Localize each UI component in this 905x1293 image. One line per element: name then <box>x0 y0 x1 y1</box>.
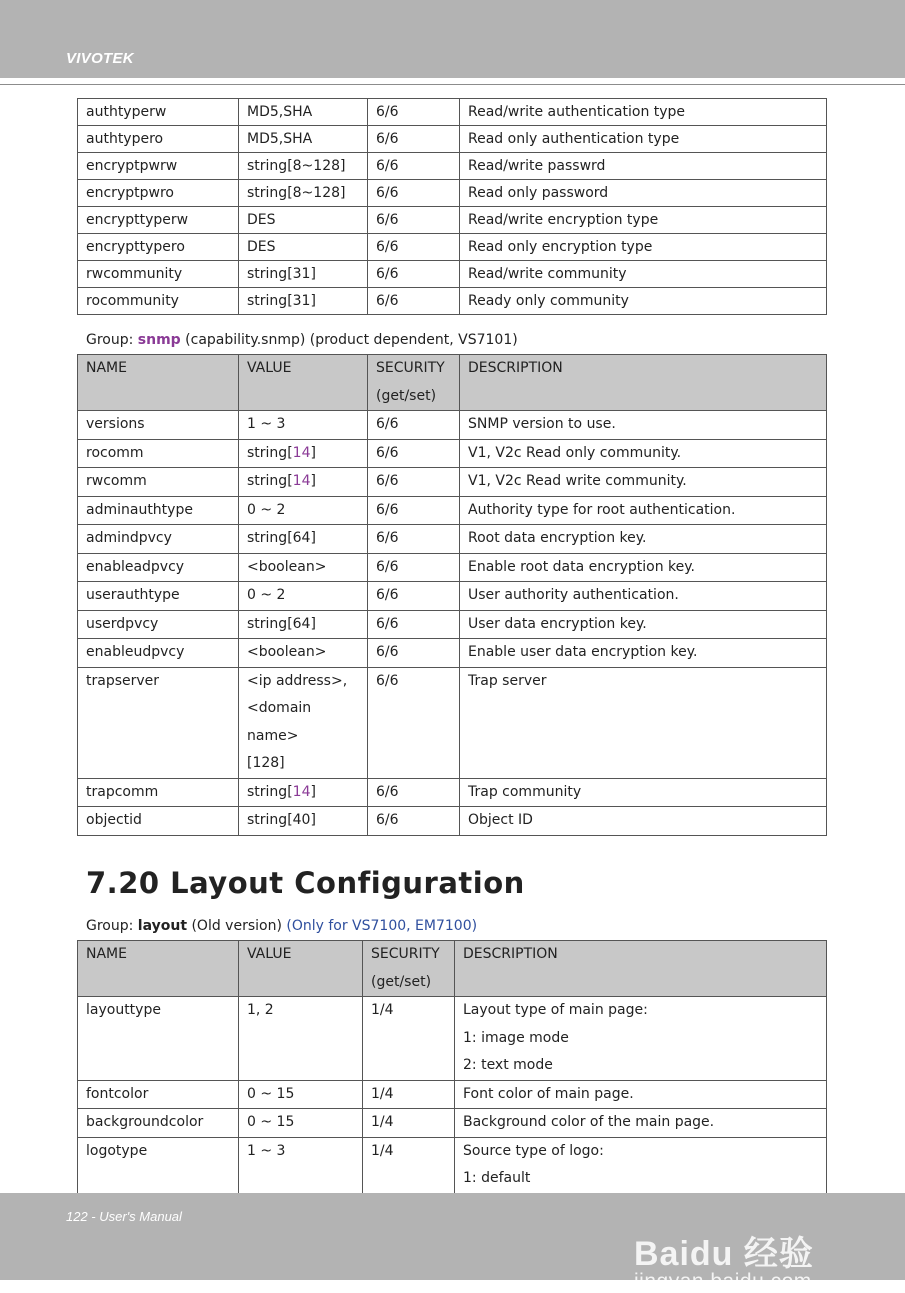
page-footer <box>0 1193 905 1293</box>
cell-security: 6/6 <box>368 439 460 468</box>
cell-description: Root data encryption key. <box>460 525 827 554</box>
cell-value: string[64] <box>239 525 368 554</box>
cell-description: User data encryption key. <box>460 610 827 639</box>
table-row <box>78 1080 827 1109</box>
cell-security: 6/6 <box>368 667 460 778</box>
header-security: SECURITY (get/set) <box>368 355 460 411</box>
cell-name: userauthtype <box>78 582 239 611</box>
cell-value: DES <box>239 234 368 261</box>
cell-name: backgroundcolor <box>78 1109 239 1138</box>
table-row <box>78 234 827 261</box>
cell-security: 1/4 <box>363 1109 455 1138</box>
table-row <box>78 667 827 778</box>
cell-description: Read only encryption type <box>460 234 827 261</box>
cell-name: admindpvcy <box>78 525 239 554</box>
cell-security: 6/6 <box>368 553 460 582</box>
cell-value: 1, 2 <box>239 997 363 1081</box>
cell-description: Enable user data encryption key. <box>460 639 827 668</box>
cell-security: 6/6 <box>368 807 460 836</box>
header-description: DESCRIPTION <box>460 355 827 411</box>
cell-value: <boolean> <box>239 639 368 668</box>
cell-security: 6/6 <box>368 582 460 611</box>
cell-name: encryptpwrw <box>78 153 239 180</box>
cell-security: 6/6 <box>368 468 460 497</box>
cell-security: 6/6 <box>368 411 460 440</box>
snmp-group-name: snmp <box>137 332 181 348</box>
baidu-watermark: Baidu 经验 jingyan.baidu.com <box>634 1235 814 1293</box>
layout-table <box>77 940 827 1194</box>
cell-description: Read only authentication type <box>460 126 827 153</box>
header-value: VALUE <box>239 941 363 997</box>
table-row <box>78 1137 827 1193</box>
cell-description: Read only password <box>460 180 827 207</box>
table-row <box>78 807 827 836</box>
cell-description: V1, V2c Read write community. <box>460 468 827 497</box>
cell-description: Enable root data encryption key. <box>460 553 827 582</box>
cell-value: 0 ~ 15 <box>239 1109 363 1138</box>
cell-security: 1/4 <box>363 1080 455 1109</box>
cell-description: SNMP version to use. <box>460 411 827 440</box>
table-row <box>78 525 827 554</box>
cell-security: 6/6 <box>368 99 460 126</box>
cell-name: encrypttypero <box>78 234 239 261</box>
brand-logo: VIVOTEK <box>66 50 134 67</box>
cell-name: enableadpvcy <box>78 553 239 582</box>
cell-name: logotype <box>78 1137 239 1193</box>
table-row <box>78 153 827 180</box>
cell-description: Source type of logo: 1: default <box>455 1137 827 1193</box>
cell-value: 0 ~ 2 <box>239 582 368 611</box>
header-security: SECURITY (get/set) <box>363 941 455 997</box>
cell-security: 6/6 <box>368 525 460 554</box>
cell-description: Authority type for root authentication. <box>460 496 827 525</box>
cell-name: authtypero <box>78 126 239 153</box>
cell-name: rocomm <box>78 439 239 468</box>
cell-description: Read/write encryption type <box>460 207 827 234</box>
cell-name: rwcommunity <box>78 261 239 288</box>
cell-name: userdpvcy <box>78 610 239 639</box>
table-row <box>78 496 827 525</box>
cell-security: 6/6 <box>368 234 460 261</box>
table-header-row <box>78 941 827 997</box>
table-header-row <box>78 355 827 411</box>
cell-security: 1/4 <box>363 997 455 1081</box>
table-row <box>78 639 827 668</box>
cell-security: 6/6 <box>368 207 460 234</box>
cell-value: string[14] <box>239 468 368 497</box>
snmp-table <box>77 354 827 836</box>
cell-value: 1 ~ 3 <box>239 411 368 440</box>
cell-value: string[31] <box>239 261 368 288</box>
cell-name: trapcomm <box>78 778 239 807</box>
cell-value: 0 ~ 15 <box>239 1080 363 1109</box>
cell-description: Read/write community <box>460 261 827 288</box>
cell-security: 6/6 <box>368 180 460 207</box>
cell-description: Font color of main page. <box>455 1080 827 1109</box>
layout-group-caption: Group: layout (Old version) (Only for VS7100, EM7100) <box>86 918 478 934</box>
header-rule <box>0 84 905 85</box>
table-row <box>78 582 827 611</box>
cell-description: Ready only community <box>460 288 827 315</box>
cell-value: DES <box>239 207 368 234</box>
cell-name: rwcomm <box>78 468 239 497</box>
table-row <box>78 411 827 440</box>
cell-value: MD5,SHA <box>239 126 368 153</box>
header-name: NAME <box>78 941 239 997</box>
section-title: 7.20 Layout Configuration <box>86 866 525 900</box>
snmp-group-caption: Group: snmp (capability.snmp) (product dependent, VS7101) <box>86 332 518 348</box>
cell-security: 1/4 <box>363 1137 455 1193</box>
cell-value: <ip address>, <domain name> [128] <box>239 667 368 778</box>
cell-name: fontcolor <box>78 1080 239 1109</box>
cell-name: layouttype <box>78 997 239 1081</box>
page-header <box>0 0 905 78</box>
cell-description: Trap server <box>460 667 827 778</box>
table-row <box>78 1109 827 1138</box>
cell-value: string[40] <box>239 807 368 836</box>
cell-name: authtyperw <box>78 99 239 126</box>
header-name: NAME <box>78 355 239 411</box>
cell-value: 0 ~ 2 <box>239 496 368 525</box>
cell-value: string[8~128] <box>239 153 368 180</box>
cell-security: 6/6 <box>368 126 460 153</box>
table-row <box>78 468 827 497</box>
cell-description: Layout type of main page: 1: image mode 2: text mode <box>455 997 827 1081</box>
cell-value: <boolean> <box>239 553 368 582</box>
cell-security: 6/6 <box>368 610 460 639</box>
cell-security: 6/6 <box>368 496 460 525</box>
cell-description: Object ID <box>460 807 827 836</box>
table-row <box>78 610 827 639</box>
cell-value: string[8~128] <box>239 180 368 207</box>
cell-name: adminauthtype <box>78 496 239 525</box>
cell-value: string[64] <box>239 610 368 639</box>
cell-name: objectid <box>78 807 239 836</box>
cell-name: encryptpwro <box>78 180 239 207</box>
cell-description: V1, V2c Read only community. <box>460 439 827 468</box>
table-row <box>78 207 827 234</box>
table-row <box>78 180 827 207</box>
table-row <box>78 439 827 468</box>
cell-value: string[14] <box>239 778 368 807</box>
table-row <box>78 997 827 1081</box>
cell-name: versions <box>78 411 239 440</box>
cell-description: Read/write passwrd <box>460 153 827 180</box>
cell-security: 6/6 <box>368 778 460 807</box>
cell-value: string[14] <box>239 439 368 468</box>
table-row <box>78 288 827 315</box>
cell-security: 6/6 <box>368 639 460 668</box>
cell-description: Background color of the main page. <box>455 1109 827 1138</box>
layout-group-name: layout <box>137 918 188 934</box>
cell-security: 6/6 <box>368 261 460 288</box>
table-row <box>78 778 827 807</box>
cell-name: encrypttyperw <box>78 207 239 234</box>
cell-description: Read/write authentication type <box>460 99 827 126</box>
cell-value: MD5,SHA <box>239 99 368 126</box>
cell-value: string[31] <box>239 288 368 315</box>
cell-name: rocommunity <box>78 288 239 315</box>
table-row <box>78 261 827 288</box>
cell-name: enableudpvcy <box>78 639 239 668</box>
cell-description: User authority authentication. <box>460 582 827 611</box>
cell-value: 1 ~ 3 <box>239 1137 363 1193</box>
header-value: VALUE <box>239 355 368 411</box>
cell-description: Trap community <box>460 778 827 807</box>
cell-security: 6/6 <box>368 288 460 315</box>
cell-name: trapserver <box>78 667 239 778</box>
page-number: 122 - User's Manual <box>66 1209 182 1224</box>
table-row <box>78 126 827 153</box>
header-description: DESCRIPTION <box>455 941 827 997</box>
layout-group-note: (Only for VS7100, EM7100) <box>286 918 478 934</box>
cell-security: 6/6 <box>368 153 460 180</box>
table-row <box>78 99 827 126</box>
auth-table <box>77 98 827 315</box>
table-row <box>78 553 827 582</box>
